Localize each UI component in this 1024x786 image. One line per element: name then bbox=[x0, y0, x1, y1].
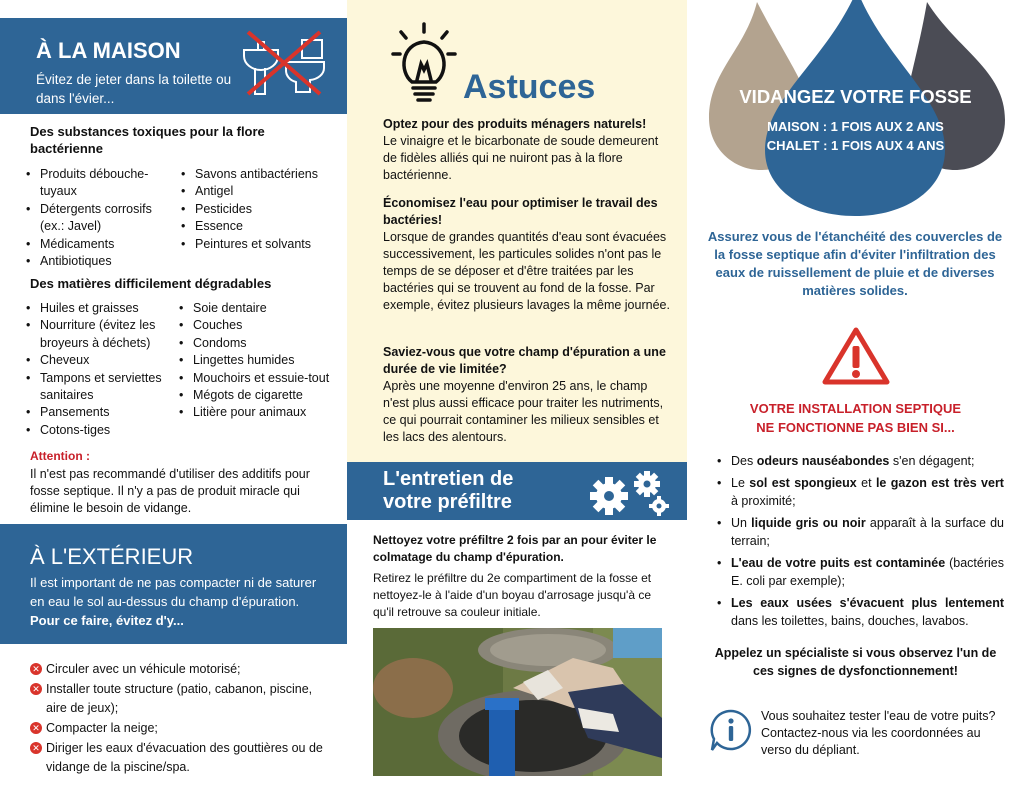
list-item bbox=[30, 680, 330, 718]
column-home-exterior bbox=[0, 0, 347, 786]
list-item-text: Diriger les eaux d'évacuation des gouttières ou de vidange de la piscine/spa. bbox=[46, 741, 323, 774]
sign-bold: L'eau de votre puits est contaminée bbox=[731, 556, 946, 570]
list-item: • Pesticides bbox=[181, 201, 341, 218]
list-item bbox=[717, 452, 1004, 470]
list-item: • Détergents corrosifs (ex.: Javel) bbox=[26, 201, 171, 236]
list-item bbox=[30, 719, 330, 738]
tip-heading: Optez pour des produits ménagers naturels! bbox=[383, 117, 647, 131]
prefilter-intro: Nettoyez votre préfiltre 2 fois par an pour éviter le colmatage du champ d'épuration. bbox=[373, 533, 657, 564]
list-item: • Soie dentaire bbox=[179, 300, 334, 317]
tip-text: Lorsque de grandes quantités d'eau sont évacuées successivement, les particules solides n'ont pas le temps de se déposer et d'être traitées par les bactéries qui se trouvent au fond de la fosse. Par exemple, évitez plusieurs lavages la même journée. bbox=[383, 230, 670, 312]
x-circle-icon: ✕ bbox=[30, 663, 42, 675]
warning-signs-list bbox=[717, 452, 1004, 634]
home-subtitle: Évitez de jeter dans la toilette ou dans l'évier... bbox=[36, 72, 232, 106]
list-item: • Mégots de cigarette bbox=[179, 387, 334, 404]
sign-text: à proximité; bbox=[731, 494, 796, 508]
pumpout-cottage-frequency: CHALET : 1 FOIS AUX 4 ANS bbox=[766, 138, 945, 153]
sign-bold: le gazon est très vert bbox=[875, 476, 1004, 490]
list-item bbox=[30, 660, 330, 679]
list-item-text: Installer toute structure (patio, cabanon, piscine, aire de jeux); bbox=[46, 682, 313, 715]
list-item: • Huiles et graisses bbox=[26, 300, 174, 317]
list-item: • Couches bbox=[179, 317, 334, 334]
sign-text: Le bbox=[731, 476, 750, 490]
sign-text: Des bbox=[731, 454, 757, 468]
home-header-band bbox=[0, 18, 347, 114]
exterior-subtitle-text: Il est important de ne pas compacter ni de saturer en eau le sol au-dessus du champ d'épuration. bbox=[30, 575, 317, 609]
pumpout-home-frequency: MAISON : 1 FOIS AUX 2 ANS bbox=[767, 119, 944, 134]
list-item: • Cheveux bbox=[26, 352, 174, 369]
lightbulb-icon bbox=[391, 20, 457, 106]
warning-title-line1: VOTRE INSTALLATION SEPTIQUE bbox=[749, 401, 962, 416]
call-specialist-text: Appelez un spécialiste si vous observez l'un de ces signes de dysfonctionnement! bbox=[714, 646, 997, 678]
contact-text: Vous souhaitez tester l'eau de votre puits? Contactez-nous via les coordonnées au verso du dépliant. bbox=[761, 709, 996, 757]
list-item: • Produits débouche-tuyaux bbox=[26, 166, 171, 201]
sign-text: et bbox=[856, 476, 876, 490]
sign-bold: odeurs nauséabondes bbox=[756, 454, 890, 468]
list-item: • Peintures et solvants bbox=[181, 236, 341, 253]
prefilter-title-line1: L'entretien de bbox=[383, 468, 514, 490]
x-circle-icon: ✕ bbox=[30, 742, 42, 754]
list-item: • Antibiotiques bbox=[26, 253, 171, 270]
toxic-list-left bbox=[26, 166, 171, 270]
home-title: À LA MAISON bbox=[36, 38, 181, 63]
list-item: • Tampons et serviettes sanitaires bbox=[26, 370, 174, 405]
sign-bold: liquide gris ou noir bbox=[751, 516, 866, 530]
list-item: • Mouchoirs et essuie-tout bbox=[179, 370, 334, 387]
list-item bbox=[717, 514, 1004, 550]
prefilter-header-band bbox=[347, 462, 687, 520]
list-item bbox=[717, 594, 1004, 630]
x-circle-icon: ✕ bbox=[30, 683, 42, 695]
sign-bold: sol est spongieux bbox=[749, 476, 857, 490]
tips-title: Astuces bbox=[463, 68, 596, 106]
list-item: • Litière pour animaux bbox=[179, 404, 334, 421]
sign-bold: Les eaux usées s'évacuent plus lentement bbox=[731, 596, 1004, 610]
attention-text: Il n'est pas recommandé d'utiliser des additifs pour fosse septique. Il n'y a pas de produit miracle qui élimine le besoin de vidange. bbox=[30, 467, 310, 515]
gears-icon bbox=[579, 466, 675, 518]
warning-triangle-icon bbox=[821, 326, 891, 386]
sign-text: (bactéries E. coli par exemple); bbox=[731, 556, 1004, 588]
list-item-text: Compacter la neige; bbox=[46, 721, 158, 735]
sign-text: apparaît à la surface du terrain; bbox=[731, 516, 1005, 548]
sign-text: s'en dégagent; bbox=[889, 454, 975, 468]
exterior-subtitle bbox=[30, 573, 320, 630]
exterior-title: À L'EXTÉRIEUR bbox=[30, 544, 194, 569]
list-item bbox=[717, 554, 1004, 590]
list-item: • Essence bbox=[181, 218, 341, 235]
tip-heading: Économisez l'eau pour optimiser le travail des bactéries! bbox=[383, 196, 658, 227]
x-circle-icon: ✕ bbox=[30, 722, 42, 734]
warning-title-line2: NE FONCTIONNE PAS BIEN SI... bbox=[756, 420, 955, 435]
pumpout-title: VIDANGEZ VOTRE FOSSE bbox=[739, 86, 972, 107]
hard-list-left bbox=[26, 300, 174, 439]
list-item: • Condoms bbox=[179, 335, 334, 352]
hard-list-right bbox=[179, 300, 334, 422]
list-item: • Médicaments bbox=[26, 236, 171, 253]
list-item-text: Circuler avec un véhicule motorisé; bbox=[46, 662, 241, 676]
attention-title: Attention : bbox=[30, 449, 90, 463]
hard-materials-title: Des matières difficilement dégradables bbox=[30, 276, 272, 291]
prefilter-section bbox=[347, 520, 687, 786]
tip-text: Le vinaigre et le bicarbonate de soude demeurent de fidèles alliés qui ne nuiront pas à la flore bactérienne. bbox=[383, 134, 659, 182]
tip-heading: Saviez-vous que votre champ d'épuration a une durée de vie limitée? bbox=[383, 345, 666, 376]
warning-title bbox=[687, 399, 1024, 437]
list-item: • Savons antibactériens bbox=[181, 166, 341, 183]
sign-text: Un bbox=[731, 516, 752, 530]
list-item bbox=[717, 474, 1004, 510]
toxic-list-right bbox=[181, 166, 341, 253]
info-icon bbox=[709, 708, 753, 752]
exterior-avoid-list bbox=[30, 660, 330, 778]
water-drops-icon bbox=[687, 0, 1024, 220]
sign-text: dans les toilettes, bains, douches, lavabos. bbox=[731, 614, 969, 628]
list-item: • Lingettes humides bbox=[179, 352, 334, 369]
list-item bbox=[30, 739, 330, 777]
no-toilet-sink-icon bbox=[238, 28, 330, 98]
toxic-substances-title: Des substances toxiques pour la flore bactérienne bbox=[30, 124, 265, 156]
prefilter-title-line2: votre préfiltre bbox=[383, 491, 512, 513]
list-item: • Antigel bbox=[181, 183, 341, 200]
exterior-subtitle-bold: Pour ce faire, évitez d'y... bbox=[30, 613, 184, 628]
prefilter-photo bbox=[373, 628, 662, 776]
prefilter-text: Retirez le préfiltre du 2e compartiment de la fosse et nettoyez-le à l'aide d'un boyau d'arrosage jusqu'à ce qu'il retrouve sa couleur initiale. bbox=[373, 571, 652, 619]
prefilter-title bbox=[383, 468, 513, 514]
column-maintenance bbox=[687, 0, 1024, 786]
list-item: • Nourriture (évitez les broyeurs à déchets) bbox=[26, 317, 174, 352]
seal-lids-text: Assurez vous de l'étanchéité des couvercles de la fosse septique afin d'éviter l'infiltration des eaux de ruissellement de pluie et de diverses matières solides. bbox=[707, 229, 1003, 298]
list-item: • Cotons-tiges bbox=[26, 422, 174, 439]
tip-text: Après une moyenne d'environ 25 ans, le champ n'est plus aussi efficace pour traiter les nutriments, ce qui pourrait contaminer les milieux sensibles et les lacs des alentours. bbox=[383, 379, 664, 444]
list-item: • Pansements bbox=[26, 404, 174, 421]
exterior-header-band bbox=[0, 524, 347, 644]
